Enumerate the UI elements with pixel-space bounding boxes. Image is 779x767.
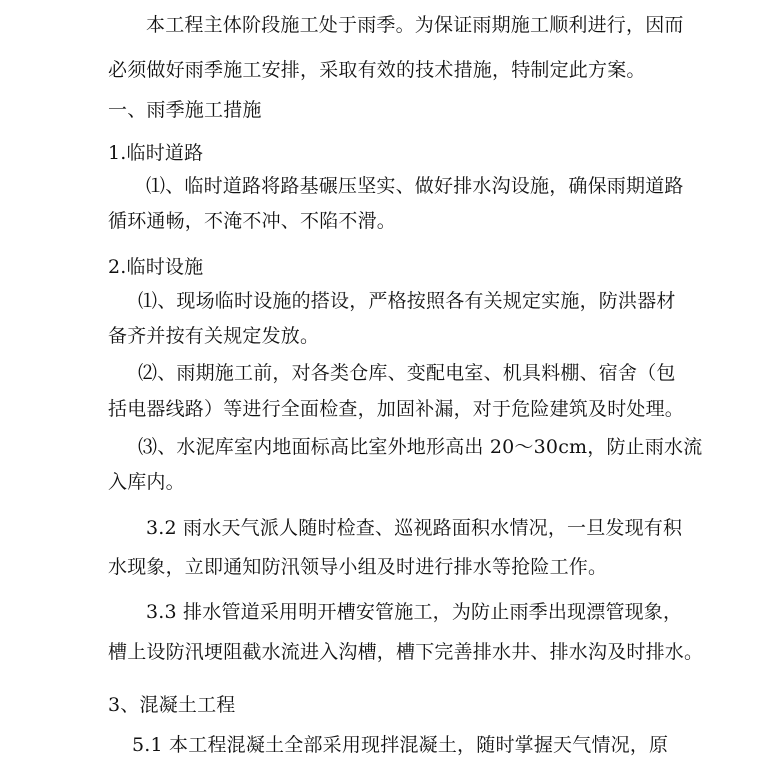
paragraph-3-3-line-1: 3.3 排水管道采用明开槽安管施工，为防止雨季出现漂管现象， <box>146 601 683 623</box>
sub1-paragraph-1-line-1: ⑴、临时道路将路基碾压坚实、做好排水沟设施，确保雨期道路 <box>146 175 684 197</box>
section-1-title: 一、雨季施工措施 <box>108 99 262 121</box>
sub2-paragraph-1-line-1: ⑴、现场临时设施的搭设，严格按照各有关规定实施，防洪器材 <box>138 290 676 312</box>
sub2-paragraph-1-line-2: 备齐并按有关规定发放。 <box>108 325 320 347</box>
subsection-1-title: 1.临时道路 <box>108 142 204 164</box>
sub2-paragraph-2-line-2: 括电器线路）等进行全面检查，加固补漏，对于危险建筑及时处理。 <box>108 398 685 420</box>
paragraph-5-1-line-1: 5.1 本工程混凝土全部采用现拌混凝土，随时掌握天气情况，原 <box>132 734 669 756</box>
sub2-paragraph-3-line-1: ⑶、水泥库室内地面标高比室外地形高出 20～30cm，防止雨水流 <box>138 436 703 458</box>
intro-line-2: 必须做好雨季施工安排，采取有效的技术措施，特制定此方案。 <box>108 59 646 81</box>
sub2-paragraph-3-line-2: 入库内。 <box>108 471 185 493</box>
paragraph-3-3-line-2: 槽上设防汛埂阻截水流进入沟槽，槽下完善排水井、排水沟及时排水。 <box>108 641 704 663</box>
paragraph-3-2-line-1: 3.2 雨水天气派人随时检查、巡视路面积水情况，一旦发现有积 <box>146 517 683 539</box>
sub1-paragraph-1-line-2: 循环通畅，不淹不冲、不陷不滑。 <box>108 210 397 232</box>
subsection-2-title: 2.临时设施 <box>108 256 204 278</box>
paragraph-3-2-line-2: 水现象，立即通知防汛领导小组及时进行排水等抢险工作。 <box>108 556 608 578</box>
intro-line-1: 本工程主体阶段施工处于雨季。为保证雨期施工顺利进行，因而 <box>146 14 684 36</box>
section-3-title: 3、混凝土工程 <box>108 694 236 716</box>
sub2-paragraph-2-line-1: ⑵、雨期施工前，对各类仓库、变配电室、机具料棚、宿舍（包 <box>138 362 676 384</box>
